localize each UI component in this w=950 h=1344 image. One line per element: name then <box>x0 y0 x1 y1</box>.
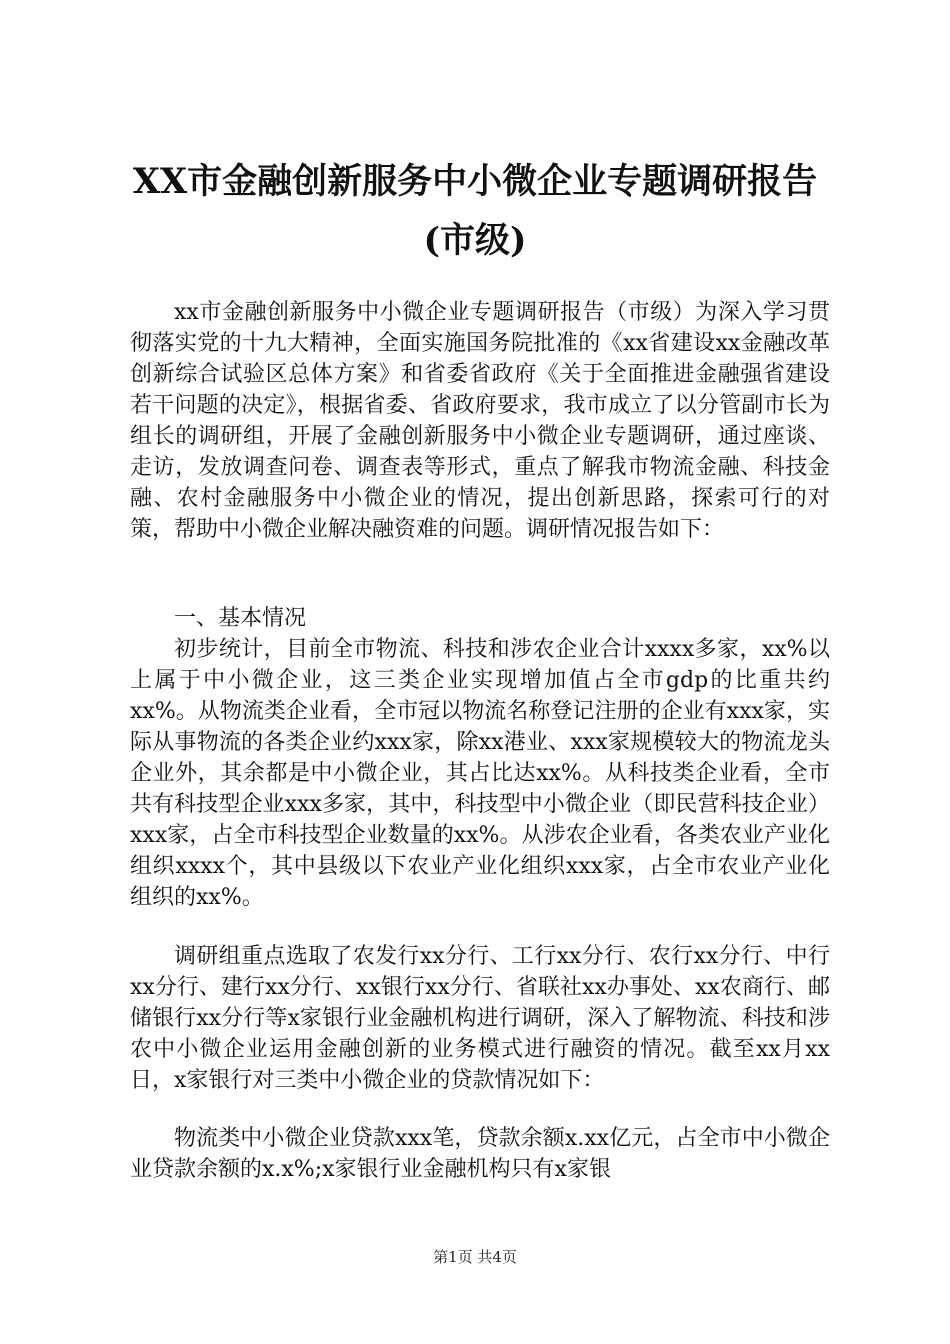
body-paragraph: 初步统计，目前全市物流、科技和涉农企业合计xxxx多家，xx%以上属于中小微企业，这三类企业实现增加值占全市gdp的比重共约xx%。从物流类企业看，全市冠以物流名称登记注册的企业有xxx家，实际从事物流的各类企业约xxx家，除xx港业、xxx家规模较大的物流龙头企业外，其余都是中小微企业，其占比达xx%。从科技类企业看，全市共有科技型企业xxx多家，其中，科技型中小微企业（即民营科技企业）xxx家，占全市科技型企业数量的xx%。从涉农企业看，各类农业产业化组织xxxx个，其中县级以下农业产业化组织xxx家，占全市农业产业化组织的xx%。 <box>130 637 830 910</box>
body-paragraph: 调研组重点选取了农发行xx分行、工行xx分行、农行xx分行、中行xx分行、建行xx分行、xx银行xx分行、省联社xx办事处、xx农商行、邮储银行xx分行等x家银行业金融机构进行调研，深入了解物流、科技和涉农中小微企业运用金融创新的业务模式进行融资的情况。截至xx月xx日，x家银行对三类中小微企业的贷款情况如下： <box>130 944 830 1093</box>
document-title: XX市金融创新服务中小微企业专题调研报告 <box>132 161 818 202</box>
section-heading: 一、基本情况 <box>174 606 307 631</box>
body-paragraph: 物流类中小微企业贷款xxx笔，贷款余额x.xx亿元，占全市中小微企业贷款余额的x.x%;x家银行业金融机构只有x家银 <box>130 1126 830 1182</box>
intro-paragraph: xx市金融创新服务中小微企业专题调研报告（市级）为深入学习贯彻落实党的十九大精神，全面实施国务院批准的《xx省建设xx金融改革创新综合试验区总体方案》和省委省政府《关于全面推进金融强省建设若干问题的决定》，根据省委、省政府要求，我市成立了以分管副市长为组长的调研组，开展了金融创新服务中小微企业专题调研，通过座谈、走访，发放调查问卷、调查表等形式，重点了解我市物流金融、科技金融、农村金融服务中小微企业的情况，提出创新思路，探索可行的对策，帮助中小微企业解决融资难的问题。调研情况报告如下： <box>130 300 830 542</box>
document-title-suffix: (市级) <box>423 220 527 261</box>
page-footer: 第1页 共4页 <box>433 1248 517 1266</box>
